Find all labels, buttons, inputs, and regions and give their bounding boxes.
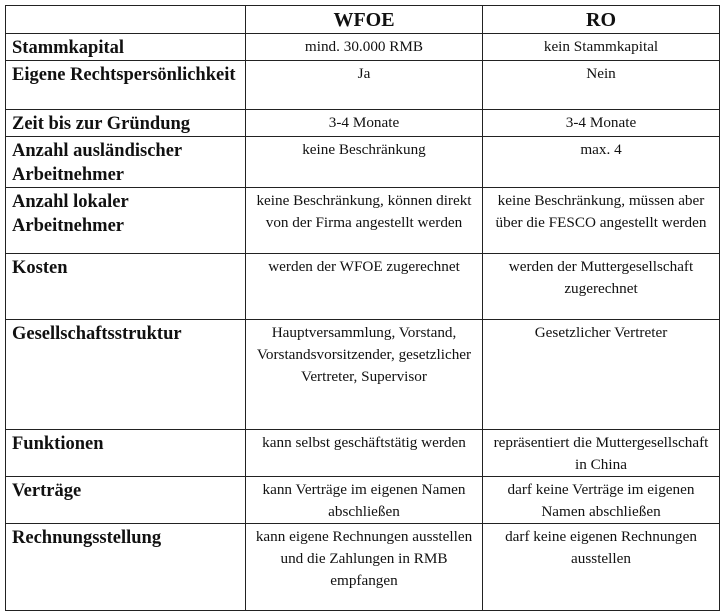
row-label: Gesellschaftsstruktur (6, 320, 246, 430)
table-row (6, 477, 720, 524)
row-label: Kosten (6, 254, 246, 320)
header-wfoe: WFOE (246, 6, 483, 34)
row-label: Verträge (6, 477, 246, 524)
ro-cell: Nein (483, 61, 720, 110)
header-ro: RO (483, 6, 720, 34)
header-row (6, 6, 720, 34)
wfoe-cell: Hauptversammlung, Vorstand, Vorstandsvorsitzender, gesetzlicher Vertreter, Supervisor (246, 320, 483, 430)
table-row (6, 188, 720, 254)
ro-cell: kein Stammkapital (483, 34, 720, 61)
ro-cell: keine Beschränkung, müssen aber über die FESCO angestellt werden (483, 188, 720, 254)
table-row (6, 254, 720, 320)
table-row (6, 524, 720, 611)
header-corner-cell (6, 6, 246, 34)
ro-cell: 3-4 Monate (483, 110, 720, 137)
row-label: Anzahl lokaler Arbeitnehmer (6, 188, 246, 254)
table-row (6, 34, 720, 61)
ro-cell: werden der Muttergesellschaft zugerechnet (483, 254, 720, 320)
comparison-table (5, 5, 720, 611)
row-label: Eigene Rechtspersönlichkeit (6, 61, 246, 110)
wfoe-cell: kann Verträge im eigenen Namen abschließen (246, 477, 483, 524)
table-row (6, 110, 720, 137)
row-label: Zeit bis zur Gründung (6, 110, 246, 137)
ro-cell: repräsentiert die Muttergesellschaft in China (483, 430, 720, 477)
wfoe-cell: keine Beschränkung, können direkt von der Firma angestellt werden (246, 188, 483, 254)
row-label: Rechnungsstellung (6, 524, 246, 611)
ro-cell: darf keine Verträge im eigenen Namen abschließen (483, 477, 720, 524)
wfoe-cell: Ja (246, 61, 483, 110)
wfoe-cell: 3-4 Monate (246, 110, 483, 137)
wfoe-cell: werden der WFOE zugerechnet (246, 254, 483, 320)
table-row (6, 320, 720, 430)
wfoe-cell: kann eigene Rechnungen ausstellen und die Zahlungen in RMB empfangen (246, 524, 483, 611)
wfoe-cell: kann selbst geschäftstätig werden (246, 430, 483, 477)
row-label: Funktionen (6, 430, 246, 477)
wfoe-cell: mind. 30.000 RMB (246, 34, 483, 61)
row-label: Stammkapital (6, 34, 246, 61)
ro-cell: Gesetzlicher Vertreter (483, 320, 720, 430)
wfoe-cell: keine Beschränkung (246, 137, 483, 188)
table-row (6, 430, 720, 477)
table-row (6, 61, 720, 110)
row-label: Anzahl ausländischer Arbeitnehmer (6, 137, 246, 188)
table-row (6, 137, 720, 188)
ro-cell: darf keine eigenen Rechnungen ausstellen (483, 524, 720, 611)
ro-cell: max. 4 (483, 137, 720, 188)
